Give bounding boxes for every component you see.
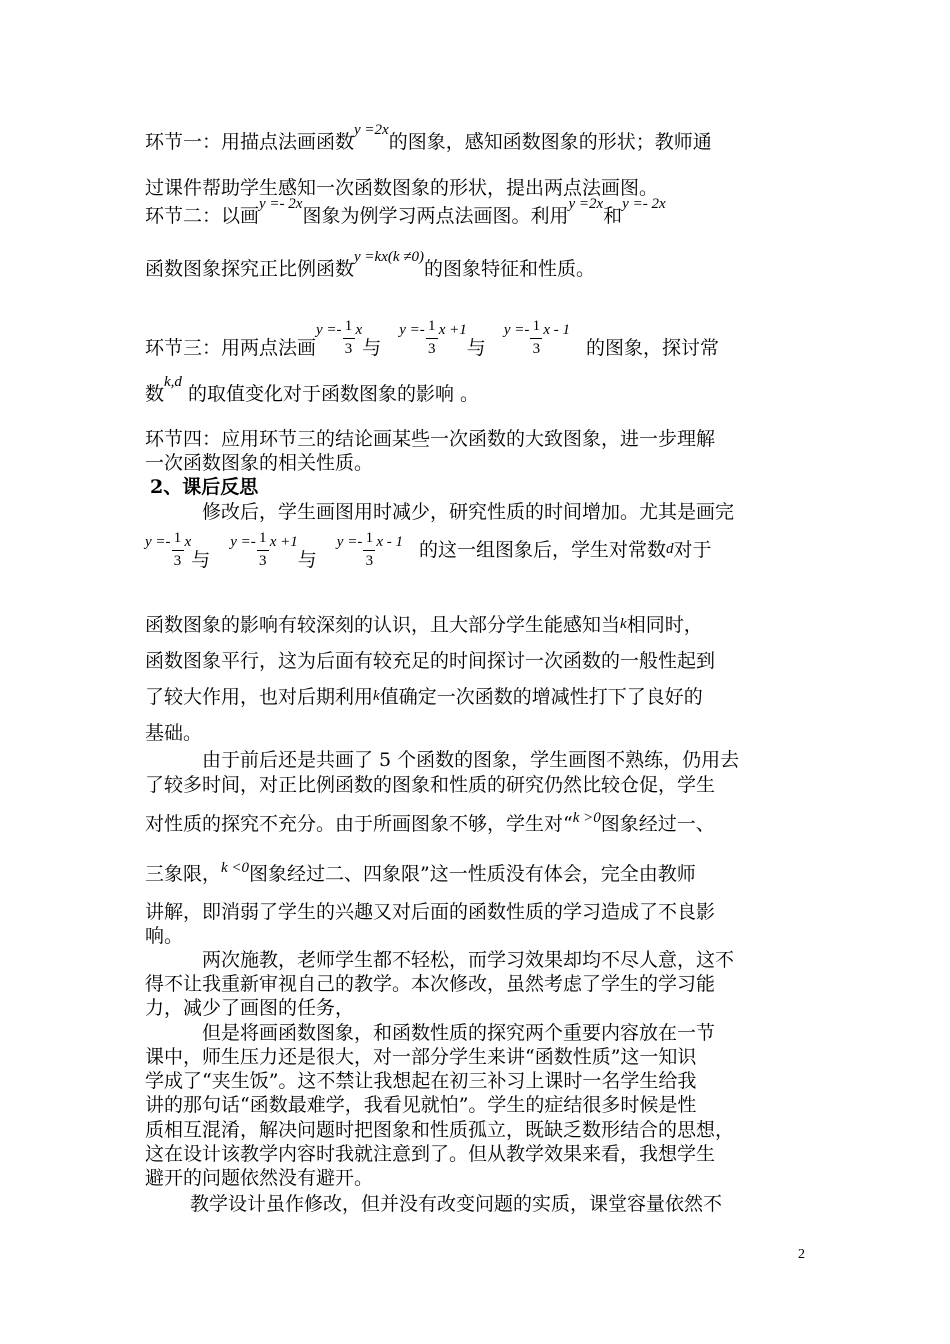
reflection-p1-line5: 了较大作用，也对后期利用k值确定一次函数的增减性打下了良好的 <box>145 686 703 708</box>
fraction-one-third: $\frac{1}{3}$ <box>529 317 543 361</box>
formula-eq3: y =- <box>336 534 363 550</box>
stage1-line2: 过课件帮助学生感知一次函数图象的形状，提出两点法画图。 <box>145 177 659 199</box>
symbol-k: k <box>373 688 380 704</box>
reflection-p5-line1: 教学设计虽作修改，但并没有改变问题的实质，课堂容量依然不 <box>190 1193 723 1215</box>
formula-eq1: y =- <box>145 534 171 550</box>
reflection-p3-line1: 两次施教，老师学生都不轻松，而学习效果却均不尽人意，这不 <box>202 949 735 971</box>
reflection-p2-line5: 讲解，即消弱了学生的兴趣又对后面的函数性质的学习造成了不良影 <box>145 901 716 923</box>
reflection-p2-line1: 由于前后还是共画了 5 个函数的图象，学生画图不熟练，仍用去 <box>202 749 740 771</box>
fraction-one-third: $\frac{1}{3}$ <box>362 529 376 573</box>
symbol-k: k <box>620 616 627 632</box>
stage4-line2: 一次函数图象的相关性质。 <box>145 452 374 474</box>
reflection-p4-line5: 质相互混淆，解决问题时把图象和性质孤立，既缺乏数形结合的思想， <box>145 1119 735 1141</box>
formula-y-neg2x: y =- 2x <box>259 196 303 212</box>
stage3-line2: 数$^{k,d}$ 的取值变化对于函数图象的影响 。 <box>145 374 480 405</box>
reflection-p4-line6: 这在设计该教学内容时我就注意到了。但从教学效果来看，我想学生 <box>145 1143 716 1165</box>
reflection-p3-line3: 力，减少了画图的任务， <box>145 997 355 1019</box>
reflection-p2-line2: 了较多时间，对正比例函数的图象和性质的研究仍然比较仓促，学生 <box>145 774 716 796</box>
fraction-one-third: $\frac{1}{3}$ <box>171 529 185 573</box>
reflection-p4-line1: 但是将画函数图象，和函数性质的探究两个重要内容放在一节 <box>202 1022 716 1044</box>
fraction-one-third: $\frac{1}{3}$ <box>256 529 270 573</box>
symbol-d: d <box>666 541 674 557</box>
reflection-p1-line1: 修改后，学生画图用时减少，研究性质的时间增加。尤其是画完 <box>202 501 735 523</box>
reflection-p1-line2: $^{y =-}$ $\frac{1}{3}$ $^x$与$^{y =-}$ $\frac{1}{3}$ $^{x +1}$与$^{y =-}$ $\frac{1}{3}$ $^{x - 1}$ 的这一组图象后，学生对常数d对于 <box>145 530 712 571</box>
stage4-line1: 环节四：应用环节三的结论画某些一次函数的大致图象，进一步理解 <box>145 428 716 450</box>
reflection-p4-line2: 课中，师生压力还是很大，对一部分学生来讲“函数性质”这一知识 <box>145 1046 697 1068</box>
stage2-line1: 环节二：以画$^{y =- 2x}$图象为例学习两点法画图。利用$^{y =2x}$和$^{y =- 2x}$ <box>145 196 666 227</box>
reflection-p4-line7: 避开的问题依然没有避开。 <box>145 1167 374 1189</box>
reflection-p1-line4: 函数图象平行，这为后面有较充足的时间探讨一次函数的一般性起到 <box>145 650 716 672</box>
reflection-p2-line3: 对性质的探究不充分。由于所画图象不够，学生对“$^{k >0}$图象经过一、 <box>145 810 715 835</box>
reflection-p4-line3: 学成了“夹生饭”。这不禁让我想起在初三补习上课时一名学生给我 <box>145 1070 697 1092</box>
formula-k-positive: k >0 <box>572 810 601 826</box>
reflection-p1-line6: 基础。 <box>145 722 203 744</box>
section-heading-reflection: 2、课后反思 <box>150 476 259 498</box>
formula-eq1: y =- <box>316 322 342 338</box>
formula-eq2: y =- <box>230 534 256 550</box>
symbol-kd: k,d <box>164 374 182 390</box>
formula-k-negative: k <0 <box>221 860 250 876</box>
page-number: 2 <box>798 1247 805 1262</box>
formula-eq2: y =- <box>399 322 425 338</box>
stage2-line2: 函数图象探究正比例函数$^{y =kx(k \ne 0)}$的图象特征和性质。 <box>145 249 596 280</box>
fraction-one-third: $\frac{1}{3}$ <box>425 317 439 361</box>
reflection-p1-line3: 函数图象的影响有较深刻的认识，且大部分学生能感知当k相同时， <box>145 614 703 636</box>
formula-y-2x-b: y =2x <box>568 196 604 212</box>
reflection-p4-line4: 讲的那句话“函数最难学，我看见就怕”。学生的症结很多时候是性 <box>145 1094 697 1116</box>
formula-eq3: y =- <box>503 322 530 338</box>
formula-y-neg2x-b: y =- 2x <box>622 196 666 212</box>
formula-y-2x: y =2x <box>354 122 389 138</box>
reflection-p2-line6: 响。 <box>145 925 184 947</box>
fraction-one-third: $\frac{1}{3}$ <box>342 317 356 361</box>
reflection-p2-line4: 三象限，$^{k <0}$图象经过二、四象限”这一性质没有体会，完全由教师 <box>145 860 696 885</box>
stage3-line1: 环节三：用两点法画$^{y =-}$ $\frac{1}{3}$ $^x$与$^{y =-}$ $\frac{1}{3}$ $^{x +1}$与$^{y =-}$ $\frac{1}{3}$ $^{x - 1}$的图象，探讨常 <box>145 318 720 359</box>
stage1-line1: 环节一：用描点法画函数$^{y =2x}$的图象，感知函数图象的形状；教师通 <box>145 122 712 153</box>
formula-y-kx: y =kx(k ≠0) <box>354 249 424 265</box>
reflection-p3-line2: 得不让我重新审视自己的教学。本次修改，虽然考虑了学生的学习能 <box>145 973 716 995</box>
